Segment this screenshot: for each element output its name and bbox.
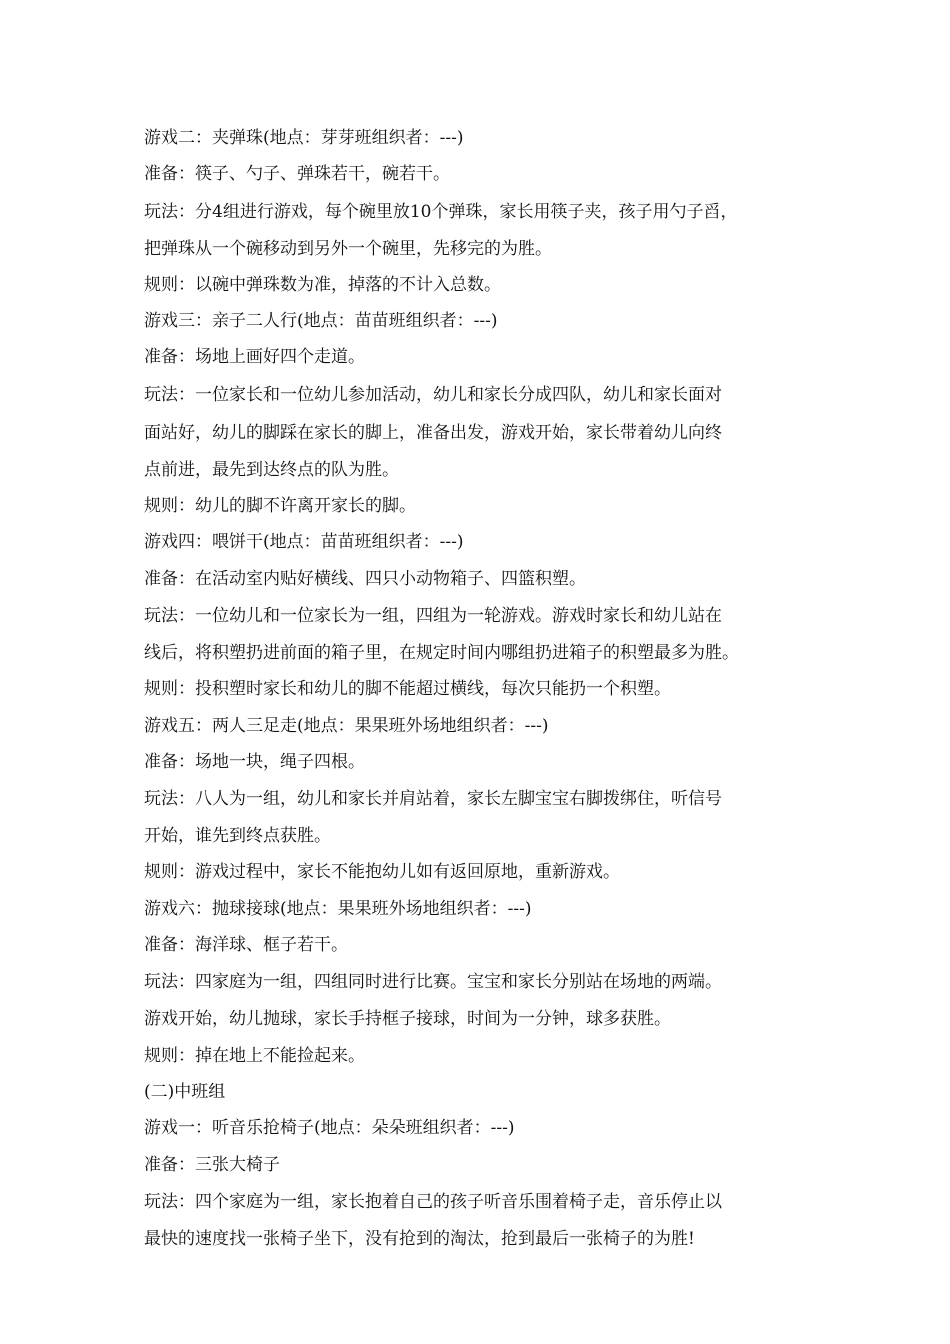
document-body <box>144 120 816 1257</box>
game4-title: 游戏四：喂饼干(地点：苗苗班组织者：---) <box>144 532 464 553</box>
game2-title: 游戏二：夹弹珠(地点：芽芽班组织者：---) <box>144 128 464 148</box>
middle-game1-method-line-1: 玩法：四个家庭为一组，家长抱着自己的孩子听音乐围着椅子走，音乐停止以 <box>144 1191 722 1212</box>
game2-rules: 规则：以碗中弹珠数为准，掉落的不计入总数。 <box>144 274 501 295</box>
game5-preparation: 准备：场地一块，绳子四根。 <box>144 751 365 772</box>
game4-method-line-1: 玩法：一位幼儿和一位家长为一组，四组为一轮游戏。游戏时家长和幼儿站在 <box>144 605 722 626</box>
game3-method-line-2: 面站好，幼儿的脚踩在家长的脚上，准备出发，游戏开始，家长带着幼儿向终 <box>144 422 722 443</box>
game6-title: 游戏六：抛球接球(地点：果果班外场地组织者：---) <box>144 898 532 919</box>
game5-method-line-1: 玩法：八人为一组，幼儿和家长并肩站着，家长左脚宝宝右脚拨绑住，听信号 <box>144 789 722 810</box>
game5-rules: 规则：游戏过程中，家长不能抱幼儿如有返回原地，重新游戏。 <box>144 862 620 883</box>
game4-method-line-2: 线后，将积塑扔进前面的箱子里，在规定时间内哪组扔进箱子的积塑最多为胜。 <box>144 642 739 663</box>
game3-preparation: 准备：场地上画好四个走道。 <box>144 347 365 368</box>
game2-preparation: 准备：筷子、勺子、弹珠若干，碗若干。 <box>144 164 450 185</box>
game4-preparation: 准备：在活动室内贴好横线、四只小动物箱子、四篮积塑。 <box>144 568 586 589</box>
section-heading-middle-class: (二)中班组 <box>144 1081 226 1102</box>
game5-method-line-2: 开始，谁先到终点获胜。 <box>144 826 331 847</box>
game4-rules: 规则：投积塑时家长和幼儿的脚不能超过横线，每次只能扔一个积塑。 <box>144 679 671 700</box>
middle-game1-preparation: 准备：三张大椅子 <box>144 1154 280 1175</box>
middle-game1-method-line-2: 最快的速度找一张椅子坐下，没有抢到的淘汰，抢到最后一张椅子的为胜! <box>144 1228 695 1249</box>
game2-method-line-2: 把弹珠从一个碗移动到另外一个碗里，先移完的为胜。 <box>144 238 552 259</box>
game3-method-line-3: 点前进，最先到达终点的队为胜。 <box>144 459 399 480</box>
game3-rules: 规则：幼儿的脚不许离开家长的脚。 <box>144 496 416 517</box>
game6-method-line-1: 玩法：四家庭为一组，四组同时进行比赛。宝宝和家长分别站在场地的两端。 <box>144 972 722 993</box>
game3-title: 游戏三：亲子二人行(地点：苗苗班组织者：---) <box>144 311 498 332</box>
game6-preparation: 准备：海洋球、框子若干。 <box>144 935 348 956</box>
game6-rules: 规则：掉在地上不能捡起来。 <box>144 1045 365 1066</box>
game5-title: 游戏五：两人三足走(地点：果果班外场地组织者：---) <box>144 715 549 736</box>
game3-method-line-1: 玩法：一位家长和一位幼儿参加活动，幼儿和家长分成四队，幼儿和家长面对 <box>144 384 722 405</box>
game6-method-line-2: 游戏开始，幼儿抛球，家长手持框子接球，时间为一分钟，球多获胜。 <box>144 1009 671 1030</box>
game2-method-line-1: 玩法：分4组进行游戏，每个碗里放10个弹珠，家长用筷子夹，孩子用勺子舀， <box>144 201 738 222</box>
middle-game1-title: 游戏一：听音乐抢椅子(地点：朵朵班组织者：---) <box>144 1118 515 1139</box>
